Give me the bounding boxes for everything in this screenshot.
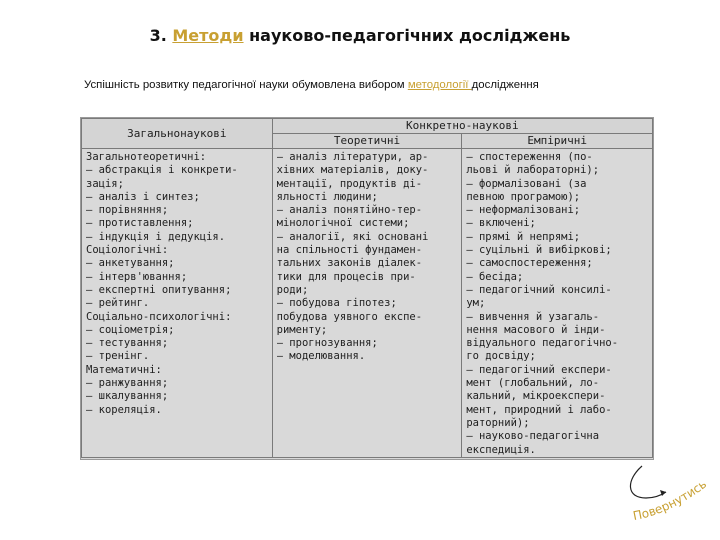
- table-line: роди;: [276, 283, 309, 296]
- empirical-methods-cell: [462, 149, 653, 458]
- table-line: зація;: [86, 177, 124, 190]
- table-line: — бесіда;: [466, 270, 524, 283]
- table-line: — тренінг.: [86, 350, 150, 363]
- table-line: кальний, мікроекспери-: [466, 390, 606, 403]
- table-line: — формалізовані (за: [466, 177, 587, 190]
- table-line: — включені;: [466, 217, 536, 230]
- table-line: відуального педагогічно-: [466, 337, 619, 350]
- table-line: — ранжування;: [86, 377, 169, 390]
- table-line: — спостереження (по-: [466, 151, 593, 163]
- table-line: тальних законів діалек-: [276, 257, 423, 270]
- table-line: — тестування;: [86, 337, 169, 350]
- table-line: яльності людини;: [276, 190, 378, 203]
- table-line: — аналіз і синтез;: [86, 190, 200, 203]
- table-line: мент, природний і лабо-: [466, 403, 612, 416]
- table-line: — кореляція.: [86, 403, 162, 416]
- table-line: — аналіз літератури, ар-: [276, 151, 429, 163]
- table-line: — моделювання.: [276, 350, 366, 363]
- table-line: — самоспостереження;: [466, 257, 593, 270]
- table-line: го досвіду;: [466, 350, 536, 363]
- table-line: — протиставлення;: [86, 217, 194, 230]
- methods-table: [81, 118, 653, 458]
- table-line: побудова уявного експе-: [276, 310, 423, 323]
- table-line: — побудова гіпотез;: [276, 297, 397, 310]
- header-concrete: Конкретно-наукові: [272, 119, 652, 134]
- table-line: — педагогічний експери-: [466, 363, 612, 376]
- table-line: — інтерв'ювання;: [86, 270, 188, 283]
- table-line: — порівняння;: [86, 204, 169, 217]
- table-line: Загальнотеоретичні:: [86, 151, 207, 163]
- intro-text: [84, 79, 704, 91]
- table-line: — прогнозування;: [276, 337, 378, 350]
- table-line: — рейтинг.: [86, 297, 150, 310]
- table-line: — аналіз понятійно-тер-: [276, 204, 423, 217]
- header-empirical: Емпіричні: [462, 134, 653, 149]
- table-line: — суцільні й вибіркові;: [466, 244, 612, 257]
- title-prefix: 3.: [149, 26, 173, 45]
- table-line: — індукція і дедукція.: [86, 230, 226, 243]
- general-methods-cell: [82, 149, 273, 458]
- return-label: Повернутись: [631, 476, 710, 524]
- header-general: Загальнонаукові: [82, 119, 273, 149]
- methods-link[interactable]: Методи: [172, 26, 244, 45]
- theoretical-methods-cell: [272, 149, 462, 458]
- table-line: — вивчення й узагаль-: [466, 310, 600, 323]
- header-theoretical: Теоретичні: [272, 134, 462, 149]
- table-line: нення масового й інди-: [466, 323, 606, 336]
- title-suffix: науково-педагогічних досліджень: [243, 26, 571, 45]
- table-line: рименту;: [276, 323, 328, 336]
- table-line: тики для процесів при-: [276, 270, 416, 283]
- intro-prefix: Успішність розвитку педагогічної науки обумовлена вибором: [84, 79, 408, 91]
- curved-arrow-icon: [620, 462, 720, 540]
- table-line: ментації, продуктів ді-: [276, 177, 423, 190]
- table-line: Математичні:: [86, 363, 162, 376]
- table-line: — аналогії, які основані: [276, 230, 429, 243]
- table-line: експедиція.: [466, 443, 536, 456]
- table-line: — неформалізовані;: [466, 204, 581, 217]
- table-line: мент (глобальний, ло-: [466, 377, 600, 390]
- table-line: — абстракція і конкрети-: [86, 164, 238, 177]
- table-line: — прямі й непрямі;: [466, 230, 581, 243]
- table-line: Соціально-психологічні:: [86, 310, 232, 323]
- table-line: ум;: [466, 297, 486, 310]
- intro-suffix: дослідження: [471, 79, 539, 91]
- table-line: — педагогічний консилі-: [466, 283, 612, 296]
- table-line: мінологічної системи;: [276, 217, 410, 230]
- table-line: — соціометрія;: [86, 323, 175, 336]
- table-line: — науково-педагогічна: [466, 430, 600, 443]
- table-line: — шкалування;: [86, 390, 169, 403]
- methodology-link[interactable]: методології: [407, 79, 472, 91]
- table-line: — експертні опитування;: [86, 283, 232, 296]
- return-button[interactable]: [620, 462, 720, 540]
- methods-table-image: [80, 117, 654, 460]
- table-line: на спільності фундамен-: [276, 244, 423, 257]
- slide-title: [0, 26, 720, 45]
- table-line: — анкетування;: [86, 257, 175, 270]
- table-line: льові й лабораторні);: [466, 164, 600, 177]
- table-line: Соціологічні:: [86, 244, 169, 257]
- table-line: певною програмою);: [466, 190, 581, 203]
- table-line: хівних матеріалів, доку-: [276, 164, 429, 177]
- table-line: раторний);: [466, 416, 530, 429]
